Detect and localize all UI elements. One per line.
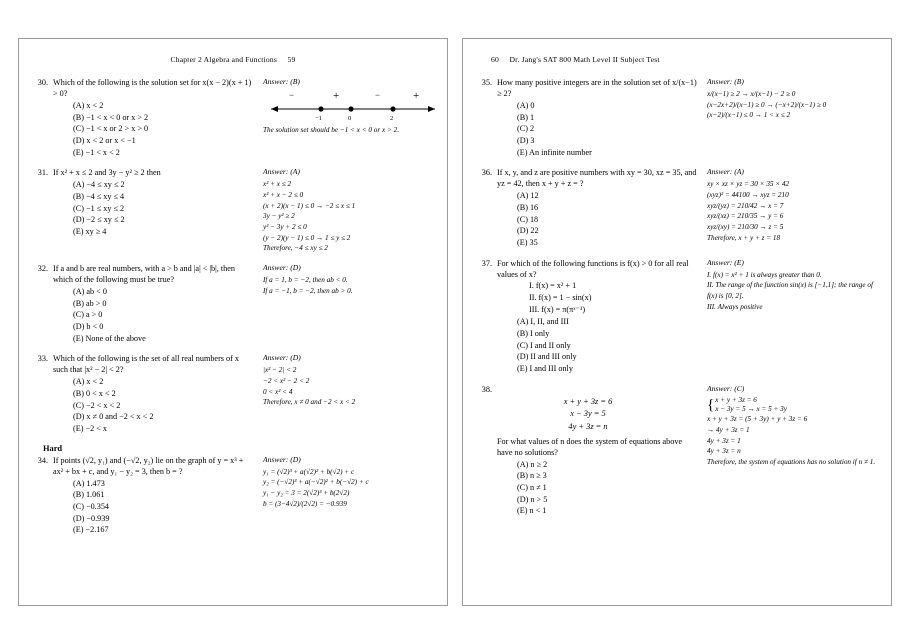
question-32-number: 32. <box>37 263 48 273</box>
work-line: If a = 1, b = −2, then ab < 0. <box>263 275 348 284</box>
choice-e[interactable]: (E) None of the above <box>73 333 146 343</box>
choice-e[interactable]: (E) An infinite number <box>517 147 592 157</box>
choice-e[interactable]: (E) −2 < x <box>73 423 108 433</box>
right-page <box>462 38 892 606</box>
question-31-solution <box>261 167 433 254</box>
question-37-work <box>707 270 877 313</box>
question-33-answer: Answer: (D) <box>263 353 301 363</box>
section-label-hard: Hard <box>43 443 63 453</box>
equation-3: 4y + 3z = n <box>568 421 608 431</box>
question-32 <box>33 263 433 344</box>
question-32-choices <box>33 286 255 344</box>
question-38-body <box>477 384 705 517</box>
work-line: (xyz)² = 44100 → xyz = 210 <box>707 190 789 199</box>
question-31-text: If x² + x ≤ 2 and 3y − y² ≥ 2 then <box>53 168 161 178</box>
right-header-page-number: 60 <box>491 55 499 64</box>
work-line: (x−2)/(x−1) ≤ 0 → 1 < x ≤ 2 <box>707 111 791 120</box>
svg-text:+: + <box>333 90 340 102</box>
left-page-header <box>33 55 433 65</box>
choice-e[interactable]: (E) n < 1 <box>517 506 547 516</box>
choice-c[interactable]: (C) −2 < x < 2 <box>73 400 121 410</box>
question-36-text: If x, y, and z are positive numbers with xy = 30, xz = 35, and yz = 42, then x + y + z = ? <box>497 168 697 189</box>
question-32-text: If a and b are real numbers, with a > b and |a| < |b|, then which of the following must be true? <box>53 263 235 284</box>
choice-b[interactable]: (B) n ≥ 3 <box>517 471 547 481</box>
question-30-body <box>33 77 261 158</box>
choice-d[interactable]: (D) b < 0 <box>73 321 104 331</box>
choice-b[interactable]: (B) ab > 0 <box>73 298 107 308</box>
choice-b[interactable]: (B) I only <box>517 329 550 339</box>
question-37-number: 37. <box>481 258 492 268</box>
choice-a[interactable]: (A) x < 2 <box>73 101 104 111</box>
question-35-solution <box>705 77 877 121</box>
question-30-text: Which of the following is the solution set for x(x − 2)(x + 1) > 0? <box>53 78 252 99</box>
question-30-solution <box>261 77 433 136</box>
question-37-choices <box>477 316 699 374</box>
svg-text:−: − <box>375 90 381 100</box>
question-38-number: 38. <box>481 384 492 394</box>
question-38-choices <box>477 459 699 517</box>
choice-a[interactable]: (A) ab < 0 <box>73 287 107 297</box>
choice-e[interactable]: (E) 35 <box>517 238 538 248</box>
choice-a[interactable]: (A) −4 ≤ xy ≤ 2 <box>73 180 125 190</box>
question-36-choices <box>477 190 699 248</box>
question-30-work <box>263 125 433 136</box>
question-34-text: If points (√2, y₁) and (−√2, y₂) lie on the graph of y = x³ + ax² + bx + c, and y₁ − y₂ = 3, then b = ? <box>53 455 244 476</box>
question-38-equations <box>477 396 699 434</box>
question-36-body <box>477 167 705 248</box>
choice-e[interactable]: (E) −2.167 <box>73 525 109 535</box>
right-page-header <box>477 55 877 65</box>
choice-a[interactable]: (A) 12 <box>517 191 539 201</box>
choice-d[interactable]: (D) −0.939 <box>73 513 110 523</box>
choice-c[interactable]: (C) −1 < x or 2 > x > 0 <box>73 124 149 134</box>
choice-e[interactable]: (E) −1 < x < 2 <box>73 147 120 157</box>
choice-d[interactable]: (D) 3 <box>517 136 535 146</box>
question-37-roman-options <box>477 280 699 316</box>
svg-text:+: + <box>413 90 420 102</box>
work-line: −2 < x² − 2 < 2 <box>263 376 310 385</box>
question-37-text: For which of the following functions is f(x) > 0 for all real values of x? <box>497 258 689 279</box>
roman-option-i: I. f(x) = x² + 1 <box>529 280 577 290</box>
choice-b[interactable]: (B) 16 <box>517 203 539 213</box>
work-line: x/(x−1) ≥ 2 → x/(x−1) − 2 ≥ 0 <box>707 90 796 98</box>
question-33-number: 33. <box>37 354 48 364</box>
question-37-answer: Answer: (E) <box>707 257 744 267</box>
question-31-choices <box>33 179 255 237</box>
work-line: 3y − y² ≥ 2 <box>263 212 295 221</box>
choice-d[interactable]: (D) 22 <box>517 226 539 236</box>
roman-option-ii: II. f(x) = 1 − sin(x) <box>529 292 592 302</box>
brace-icon: { <box>707 396 715 413</box>
work-line: xyz/(xy) = 210/30 → z = 5 <box>707 222 784 231</box>
work-line: y₁ − y₂ = 3 = 2(√2)³ + b(2√2) <box>263 488 350 497</box>
question-38-answer: Answer: (C) <box>707 383 745 393</box>
work-line: x² + x − 2 ≤ 0 <box>263 190 304 199</box>
question-37 <box>477 258 877 375</box>
question-37-body <box>477 258 705 375</box>
work-line: y₂ = (−√2)³ + a(−√2)² + b(−√2) + c <box>263 478 369 487</box>
svg-text:−: − <box>289 90 295 100</box>
question-38-work <box>707 414 877 467</box>
work-line: xyz/(xz) = 210/35 → y = 6 <box>707 212 784 221</box>
number-line-diagram <box>263 89 433 123</box>
work-line: 0 < x² < 4 <box>263 387 293 396</box>
question-36-number: 36. <box>481 168 492 178</box>
work-line: y₁ = (√2)³ + a(√2)² + b(√2) + c <box>263 467 355 476</box>
question-32-answer: Answer: (D) <box>263 262 301 272</box>
question-35-text: How many positive integers are in the solution set of x/(x−1) ≥ 2? <box>497 78 697 99</box>
equation-1: x + y + 3z = 6 <box>563 396 613 406</box>
question-31 <box>33 167 433 254</box>
question-32-solution <box>261 263 433 296</box>
work-line: Therefore, x ≠ 0 and −2 < x < 2 <box>263 398 356 407</box>
question-31-body <box>33 167 261 237</box>
work-line: The solution set should be −1 < x < 0 or x > 2. <box>263 126 399 134</box>
work-line: x² + x ≤ 2 <box>263 180 292 189</box>
work-line: b = (3−4√2)/(2√2) = −0.939 <box>263 499 347 508</box>
question-35-work <box>707 89 877 121</box>
question-36 <box>477 167 877 248</box>
work-line: Therefore, the system of equations has no solution if n ≠ 1. <box>707 458 876 466</box>
question-33-work <box>263 365 433 408</box>
choice-e[interactable]: (E) xy ≥ 4 <box>73 226 107 236</box>
choice-a[interactable]: (A) 1.473 <box>73 478 105 488</box>
svg-text:2: 2 <box>390 115 394 122</box>
choice-c[interactable]: (C) −1 ≤ xy ≤ 2 <box>73 203 125 213</box>
question-34-solution <box>261 455 433 510</box>
work-line: y² − 3y + 2 ≤ 0 <box>263 222 307 231</box>
work-line: II. The range of the function sin(x) is [−1,1]; the range of f(x) is [0, 2]. <box>707 281 873 300</box>
question-35-number: 35. <box>481 78 492 87</box>
question-36-answer: Answer: (A) <box>707 167 744 177</box>
left-header-chapter: Chapter 2 Algebra and Functions <box>170 55 278 64</box>
choice-d[interactable]: (D) II and III only <box>517 352 577 362</box>
work-line: x + y + 3z = (5 + 3y) + y + 3z = 6 <box>707 415 808 424</box>
question-34-work <box>263 467 433 510</box>
work-line: I. f(x) = x² + 1 is always greater than 0. <box>707 270 822 279</box>
svg-text:0: 0 <box>348 115 352 122</box>
question-38-solution <box>705 384 877 468</box>
question-32-work <box>263 275 433 296</box>
question-34-number: 34. <box>37 455 48 465</box>
work-line: xyz/(yz) = 210/42 → x = 7 <box>707 201 784 210</box>
choice-c[interactable]: (C) 2 <box>517 124 535 134</box>
choice-a[interactable]: (A) n ≥ 2 <box>517 459 548 469</box>
choice-a[interactable]: (A) I, II, and III <box>517 317 569 327</box>
work-line: 4y + 3z = 1 <box>707 436 741 445</box>
choice-b[interactable]: (B) 1 <box>517 112 535 122</box>
work-line: Therefore, −4 ≤ xy ≤ 2 <box>263 244 328 253</box>
question-36-solution <box>705 167 877 243</box>
question-31-answer: Answer: (A) <box>263 167 300 177</box>
work-line: (x−2x+2)/(x−1) ≥ 0 → (−x+2)/(x−1) ≥ 0 <box>707 100 827 109</box>
work-line: (x + 2)(x − 1) ≤ 0 → −2 ≤ x ≤ 1 <box>263 201 356 210</box>
question-30 <box>33 77 433 158</box>
question-31-number: 31. <box>37 168 48 178</box>
question-36-work <box>707 179 877 243</box>
question-35-body <box>477 77 705 158</box>
left-page <box>18 38 448 606</box>
equation-2: x − 3y = 5 <box>570 409 606 419</box>
question-38-text: For what values of n does the system of equations above have no solutions? <box>497 436 683 457</box>
question-35-choices <box>477 100 699 158</box>
work-line: If a = −1, b = −2, then ab > 0. <box>263 286 353 295</box>
left-header-page-number: 59 <box>287 55 296 64</box>
choice-c[interactable]: (C) n ≠ 1 <box>517 482 547 492</box>
question-35 <box>477 77 877 158</box>
choice-a[interactable]: (A) 0 <box>517 101 535 111</box>
choice-d[interactable]: (D) −2 ≤ xy ≤ 2 <box>73 215 125 225</box>
work-line: 4y + 3z = n <box>707 447 741 456</box>
choice-b[interactable]: (B) −1 < x < 0 or x > 2 <box>73 112 149 122</box>
choice-a[interactable]: (A) x < 2 <box>73 377 104 387</box>
question-38 <box>477 384 877 517</box>
choice-d[interactable]: (D) x ≠ 0 and −2 < x < 2 <box>73 412 154 422</box>
question-37-solution <box>705 258 877 313</box>
roman-option-iii: III. f(x) = π(πˣ⁻¹) <box>529 304 586 314</box>
question-33 <box>33 353 433 434</box>
question-33-solution <box>261 353 433 408</box>
question-32-body <box>33 263 261 344</box>
choice-c[interactable]: (C) 18 <box>517 214 539 224</box>
question-30-answer: Answer: (B) <box>263 77 300 86</box>
right-header-title: Dr. Jang's SAT 800 Math Level II Subject Test <box>509 55 660 64</box>
svg-text:−1: −1 <box>315 115 322 122</box>
choice-b[interactable]: (B) 1.061 <box>73 490 105 500</box>
question-34-choices <box>33 478 255 536</box>
choice-c[interactable]: (C) −0.354 <box>73 501 110 511</box>
question-34-body <box>33 455 261 536</box>
choice-c[interactable]: (C) a > 0 <box>73 310 103 320</box>
question-34 <box>33 455 433 536</box>
work-line: Therefore, x + y + z = 18 <box>707 233 781 242</box>
choice-d[interactable]: (D) n > 5 <box>517 494 548 504</box>
choice-b[interactable]: (B) 0 < x < 2 <box>73 389 116 399</box>
question-33-text: Which of the following is the set of all real numbers of x such that |x² − 2| < 2? <box>53 354 239 375</box>
brace-line-1: x + y + 3z = 6 <box>715 395 757 404</box>
work-line: → 4y + 3z = 1 <box>707 426 750 435</box>
choice-b[interactable]: (B) −4 ≤ xy ≤ 4 <box>73 192 125 202</box>
brace-line-2: x − 3y = 5 → x = 5 + 3y <box>715 405 787 414</box>
work-line: (y − 2)(y − 1) ≤ 0 → 1 ≤ y ≤ 2 <box>263 233 351 242</box>
question-30-choices <box>33 100 255 158</box>
work-line: |x² − 2| < 2 <box>263 366 297 375</box>
work-line: xy × xz × yz = 30 × 35 × 42 <box>707 180 790 189</box>
question-30-number: 30. <box>37 78 48 87</box>
question-38-system-brace <box>707 396 877 415</box>
work-line: III. Always positive <box>707 302 763 311</box>
question-31-work <box>263 179 433 254</box>
question-35-answer: Answer: (B) <box>707 77 744 86</box>
choice-e[interactable]: (E) I and III only <box>517 364 573 374</box>
question-34-answer: Answer: (D) <box>263 454 301 464</box>
question-33-choices <box>33 376 255 434</box>
question-33-body <box>33 353 261 434</box>
choice-d[interactable]: (D) x < 2 or x < −1 <box>73 136 136 146</box>
choice-c[interactable]: (C) I and II only <box>517 340 571 350</box>
